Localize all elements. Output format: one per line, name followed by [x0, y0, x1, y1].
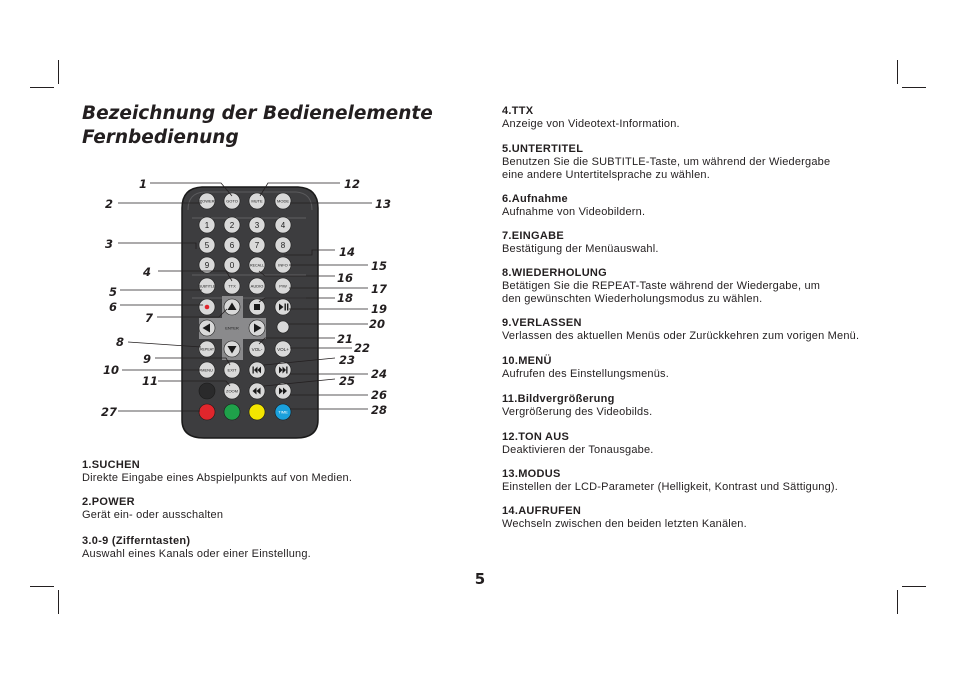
entry-ttx	[502, 105, 902, 131]
callout-number: 6	[109, 300, 118, 314]
callout-number: 14	[339, 245, 356, 259]
entry-heading: 12.TON AUS	[502, 431, 570, 443]
menu-button-label: MENU	[201, 367, 213, 373]
stop-icon	[254, 304, 260, 310]
entry-aufnahme	[502, 193, 902, 219]
entry-description: Auswahl eines Kanals oder einer Einstellung.	[82, 548, 311, 560]
callout-number: 8	[116, 335, 125, 349]
callout-number: 2	[105, 197, 114, 211]
entry-description: Vergrößerung des Videobilds.	[502, 406, 653, 418]
callout-number: 9	[143, 352, 152, 366]
callout-number: 22	[354, 341, 371, 355]
digit-button	[275, 217, 291, 233]
blank-button	[199, 383, 215, 399]
entry-description: Bestätigung der Menüauswahl.	[502, 243, 659, 255]
extra-button	[277, 321, 289, 333]
digit-button	[275, 237, 291, 253]
crop-mark	[30, 586, 54, 587]
yellow-button	[249, 404, 265, 420]
callout-number: 23	[339, 353, 356, 367]
entry-description: Gerät ein- oder ausschalten	[82, 509, 224, 521]
repeat-button-label: REPEAT	[199, 347, 215, 352]
entry-description: Wechseln zwischen den beiden letzten Kanälen.	[502, 518, 747, 530]
callout-number: 17	[371, 282, 388, 296]
digit-label: 2	[229, 221, 235, 230]
enter-button-label: ENTER	[225, 325, 239, 331]
entry-untertitel	[502, 143, 902, 182]
crop-mark	[30, 87, 54, 88]
next-button	[275, 362, 291, 378]
up-button	[224, 299, 240, 315]
entry-description: Betätigen Sie die REPEAT-Taste während der Wiedergabe, um	[502, 280, 821, 292]
crop-mark	[897, 590, 898, 614]
right-button	[249, 320, 265, 336]
mode-button-label: MODE	[277, 198, 289, 204]
entry-heading: 13.MODUS	[502, 468, 561, 480]
repeat-button	[199, 341, 215, 357]
digit-label: 3	[254, 221, 260, 230]
digit-label: 1	[204, 221, 210, 230]
recall-button-label: RECALL	[250, 263, 264, 268]
down-button	[224, 341, 240, 357]
digit-button	[249, 237, 265, 253]
vol-up-label: VOL+	[277, 346, 289, 352]
record-button	[199, 299, 215, 315]
entry-heading: 1.SUCHEN	[82, 459, 141, 471]
callout-number: 26	[371, 388, 388, 402]
digit-label: 7	[254, 241, 260, 250]
page-title-line: Fernbedienung	[82, 127, 239, 148]
audio-button	[249, 278, 265, 294]
entry-description: den gewünschten Wiederholungsmodus zu wählen.	[502, 293, 763, 305]
callout-number: 3	[105, 237, 114, 251]
digit-button	[199, 237, 215, 253]
entry-description: Einstellen der LCD-Parameter (Helligkeit, Kontrast und Sättigung).	[502, 481, 839, 493]
entry-heading: 8.WIEDERHOLUNG	[502, 267, 608, 279]
entry-heading: 3.0-9 (Zifferntasten)	[82, 535, 191, 547]
red-button	[199, 404, 215, 420]
vol-down-label: VOL-	[251, 346, 263, 352]
power-button-label: POWER	[199, 198, 215, 204]
audio-button-label: AUDIO	[250, 283, 264, 289]
entry-description: Verlassen des aktuellen Menüs oder Zurückkehren zum vorigen Menü.	[502, 330, 860, 342]
vol-up-button	[275, 341, 291, 357]
entry-eingabe	[502, 230, 902, 256]
digit-label: 5	[204, 241, 210, 250]
callout-number: 24	[371, 367, 388, 381]
page-title-line: Bezeichnung der Bedienelemente	[82, 103, 433, 124]
goto-button-label: GOTO	[226, 198, 238, 204]
crop-mark	[902, 87, 926, 88]
green-button	[224, 404, 240, 420]
entry-heading: 10.MENÜ	[502, 355, 552, 367]
callout-number: 12	[344, 177, 361, 191]
digit-label: 0	[229, 261, 235, 270]
entry-heading: 6.Aufnahme	[502, 193, 568, 205]
entry-description: eine andere Untertitelsprache zu wählen.	[502, 169, 710, 181]
entry-description: Benutzen Sie die SUBTITLE-Taste, um während der Wiedergabe	[502, 156, 831, 168]
digit-button	[224, 257, 240, 273]
crop-mark	[902, 586, 926, 587]
pw-button-label: P/W	[279, 283, 287, 289]
entry-heading: 5.UNTERTITEL	[502, 143, 584, 155]
zoom-button	[224, 383, 240, 399]
digit-label: 4	[280, 221, 286, 230]
crop-mark	[897, 60, 898, 84]
digit-button	[224, 217, 240, 233]
callout-number: 25	[339, 374, 356, 388]
mute-button	[249, 193, 265, 209]
callout-number: 11	[142, 374, 159, 388]
menu-button	[199, 362, 215, 378]
vol-down-button	[249, 341, 265, 357]
time-button	[275, 404, 291, 420]
entry-heading: 7.EINGABE	[502, 230, 564, 242]
entry-description: Aufrufen des Einstellungsmenüs.	[502, 368, 670, 380]
callout-number: 18	[337, 291, 354, 305]
callout-number: 21	[337, 332, 354, 346]
crop-mark	[58, 590, 59, 614]
entry-heading: 4.TTX	[502, 105, 534, 117]
callout-number: 27	[101, 405, 118, 419]
callout-number: 20	[369, 317, 386, 331]
remote-control-diagram	[95, 170, 405, 445]
callout-number: 1	[139, 177, 148, 191]
callout-number: 15	[371, 259, 388, 273]
entry-aufrufen	[502, 505, 902, 531]
entry-description: Deaktivieren der Tonausgabe.	[502, 444, 654, 456]
callout-number: 7	[145, 311, 154, 325]
digit-label: 9	[204, 261, 210, 270]
callout-number: 4	[143, 265, 152, 279]
entry-suchen	[82, 459, 482, 485]
play-pause-button	[275, 299, 291, 315]
exit-button-label: EXIT	[227, 367, 237, 373]
digit-button	[199, 217, 215, 233]
zoom-button-label: ZOOM	[226, 388, 238, 394]
entry-heading: 2.POWER	[82, 496, 135, 508]
crop-mark	[58, 60, 59, 84]
mute-button-label: MUTE	[251, 198, 263, 204]
pw-button	[275, 278, 291, 294]
entry-heading: 14.AUFRUFEN	[502, 505, 582, 517]
enter-button	[224, 320, 240, 336]
entry-bildvergroesserung	[502, 393, 902, 419]
exit-button	[224, 362, 240, 378]
info-button-label: INFO	[278, 262, 288, 268]
callout-number: 19	[371, 302, 388, 316]
recall-button	[249, 257, 265, 273]
entry-menu	[502, 355, 902, 381]
digit-button	[249, 217, 265, 233]
time-button-label: TIME	[278, 409, 288, 415]
entry-ton-aus	[502, 431, 902, 457]
ttx-button-label: TTX	[228, 283, 236, 289]
mode-button	[275, 193, 291, 209]
digit-label: 8	[280, 241, 286, 250]
callout-number: 16	[337, 271, 354, 285]
callout-number: 5	[109, 285, 118, 299]
callout-number: 28	[371, 403, 388, 417]
digit-label: 6	[229, 241, 235, 250]
entry-modus	[502, 468, 902, 494]
entry-description: Anzeige von Videotext-Information.	[502, 118, 680, 130]
power-button	[199, 193, 215, 209]
stop-button	[249, 299, 265, 315]
previous-button	[249, 362, 265, 378]
callout-number: 13	[375, 197, 392, 211]
entry-description: Aufnahme von Videobildern.	[502, 206, 646, 218]
page-title	[82, 102, 433, 150]
fast-forward-button	[275, 383, 291, 399]
entry-heading: 9.VERLASSEN	[502, 317, 582, 329]
entry-description: Direkte Eingabe eines Abspielpunkts auf von Medien.	[82, 472, 353, 484]
entry-zifferntasten	[82, 535, 482, 561]
callout-number: 10	[103, 363, 120, 377]
digit-button	[224, 237, 240, 253]
subtitle-button-label: SUBTITLE	[198, 284, 216, 289]
entry-heading: 11.Bildvergrößerung	[502, 393, 615, 405]
entry-wiederholung	[502, 267, 902, 306]
info-button	[275, 257, 291, 273]
entry-power	[82, 496, 482, 522]
entry-verlassen	[502, 317, 902, 343]
left-button	[199, 320, 215, 336]
rewind-button	[249, 383, 265, 399]
page-number: 5	[474, 570, 486, 588]
